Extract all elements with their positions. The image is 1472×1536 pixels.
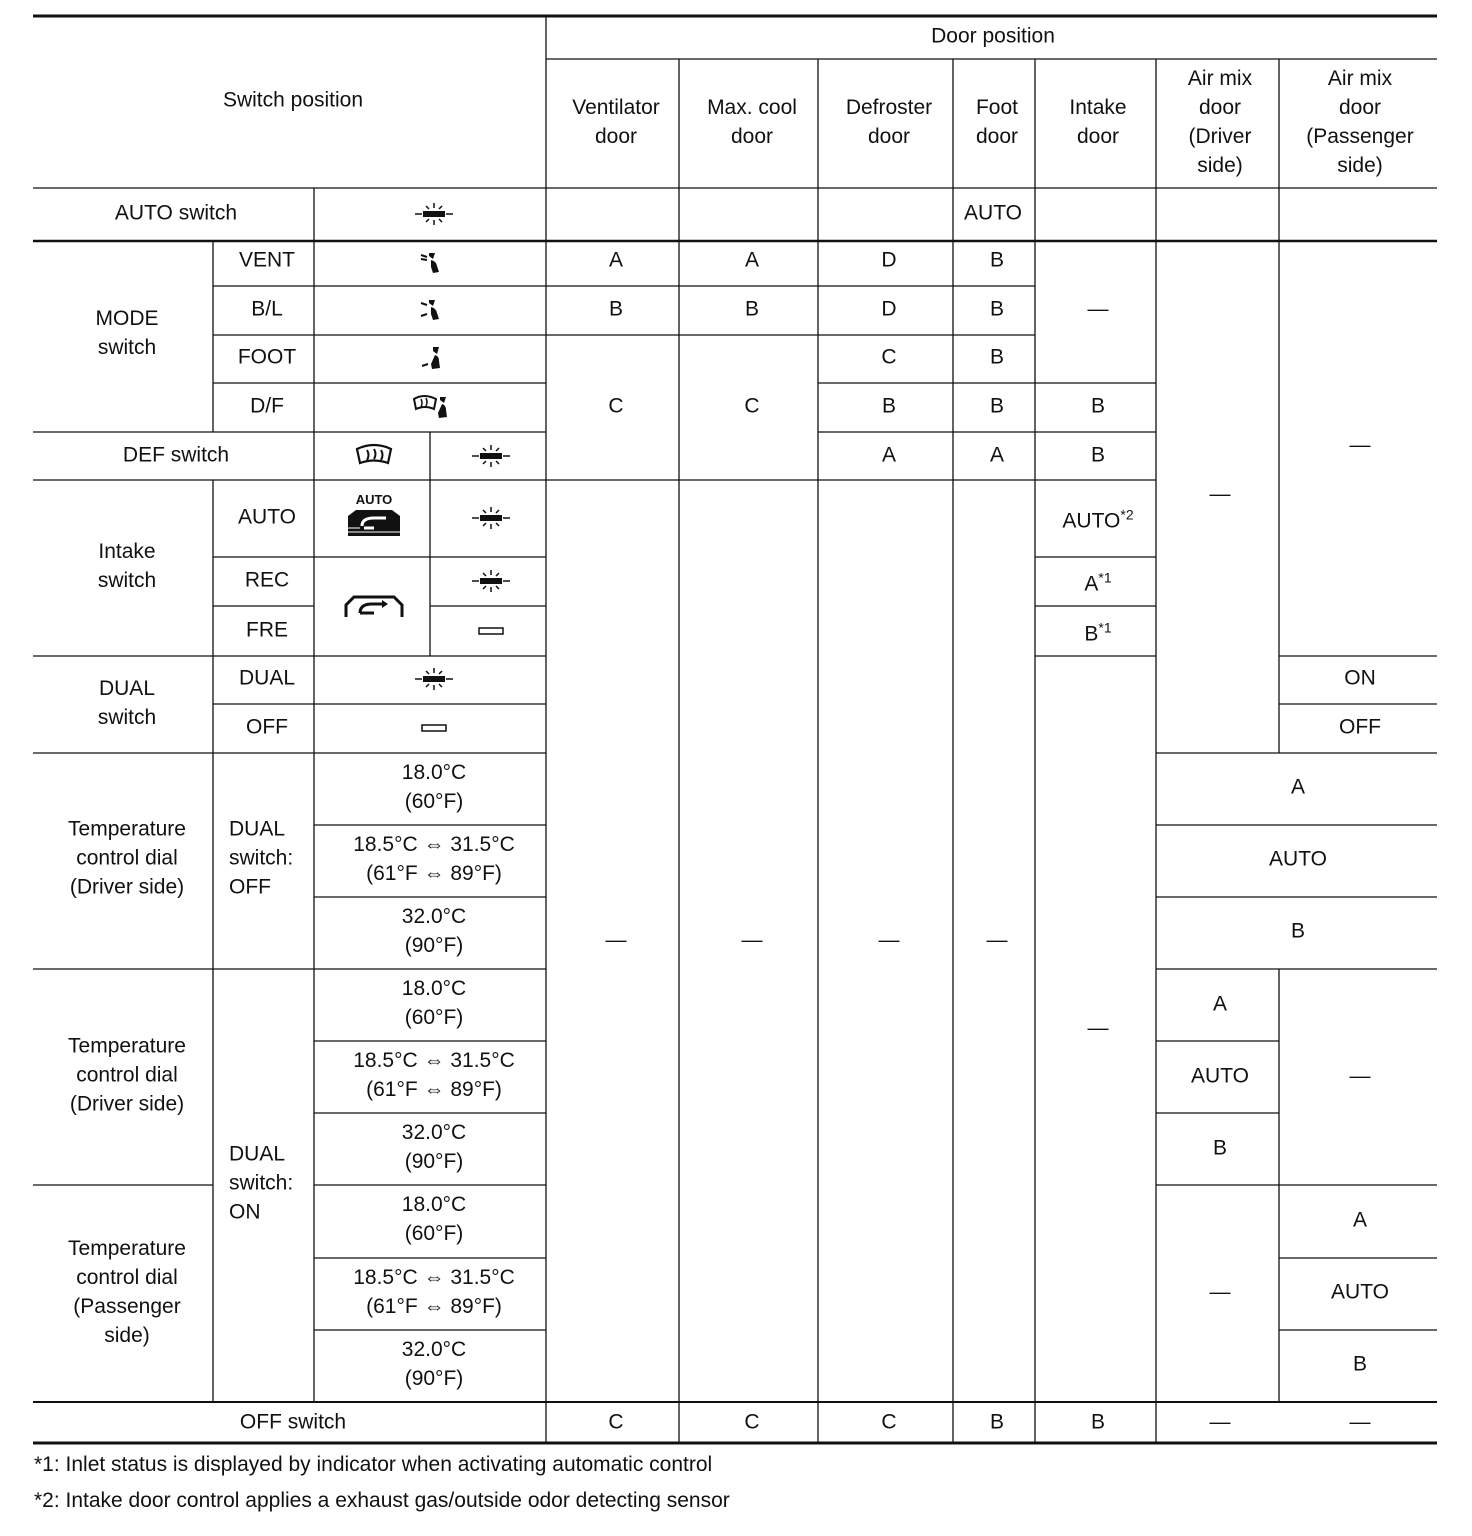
- temp-driver-on-32: 32.0°C (90°F): [401, 1121, 467, 1173]
- col-ventilator-door: Ventilator door: [572, 96, 660, 148]
- col-airmix-passenger: Air mix door (Passenger side): [1306, 67, 1414, 177]
- off-foot-value: B: [989, 1410, 1005, 1434]
- recirculation-icon: [342, 591, 406, 621]
- vent-foot-value: B: [989, 248, 1005, 272]
- intake-rec-value: $A^{*1}$: [1084, 569, 1112, 596]
- vent-mode-icon: [417, 247, 447, 275]
- temp-passenger-driver-dash: —: [1209, 1280, 1231, 1304]
- door-position-header: Door position: [931, 24, 1055, 48]
- temp-passenger-label: Temperature control dial (Passenger side): [68, 1237, 186, 1347]
- indicator-on-icon: [414, 667, 454, 691]
- col-foot-door: Foot door: [975, 96, 1019, 148]
- temp-driver-on-32-value: B: [1212, 1136, 1228, 1160]
- off-driver-value: —: [1209, 1410, 1231, 1434]
- col-max-cool-door: Max. cool door: [707, 96, 797, 148]
- intake-auto-value: AUTO$^{*2}$: [1062, 506, 1134, 533]
- vent-merged-value: C: [608, 394, 624, 418]
- mode-df-label: D/F: [250, 394, 284, 418]
- bilevel-mode-icon: [417, 296, 447, 324]
- indicator-off-icon: [477, 625, 505, 637]
- intake-fre-value: $B^{*1}$: [1084, 619, 1112, 646]
- def-intake-value: B: [1090, 443, 1106, 467]
- temp-driver-off-18: 18.0°C (60°F): [401, 761, 467, 813]
- temp-passenger-32-value: B: [1352, 1352, 1368, 1376]
- col-defroster-door: Defroster door: [845, 96, 933, 148]
- intake-switch-label: Intake switch: [97, 540, 157, 592]
- foot-mode-icon: [417, 344, 447, 372]
- switch-position-header: Switch position: [222, 88, 364, 112]
- col-airmix-driver: Air mix door (Driver side): [1187, 67, 1253, 177]
- off-maxcool-value: C: [744, 1410, 760, 1434]
- df-intake-value: B: [1090, 394, 1106, 418]
- off-intake-value: B: [1090, 1410, 1106, 1434]
- dual-dual-label: DUAL: [238, 666, 296, 690]
- auto-row-value: AUTO: [964, 201, 1022, 225]
- temp-passenger-18: 18.0°C (60°F): [401, 1193, 467, 1245]
- intake-fre-label: FRE: [246, 618, 288, 642]
- dual-switch-label: DUAL switch: [97, 677, 157, 729]
- bl-defrost-value: D: [881, 297, 897, 321]
- temp-passenger-18-value: A: [1352, 1208, 1368, 1232]
- dual-on-passenger-value: ON: [1344, 666, 1376, 690]
- bl-maxcool-value: B: [744, 297, 760, 321]
- temp-driver-off-32-value: B: [1290, 919, 1306, 943]
- col-intake-door: Intake door: [1069, 96, 1127, 148]
- footnote-1: *1: Inlet status is displayed by indicator when activating automatic control: [34, 1453, 713, 1476]
- auto-intake-icon-text: AUTO: [355, 492, 393, 507]
- vent-lower-dash: —: [605, 928, 627, 952]
- vent-vent-value: A: [608, 248, 624, 272]
- def-switch-label: DEF switch: [122, 443, 230, 467]
- temp-driver-off-18-value: A: [1290, 775, 1306, 799]
- def-defrost-value: A: [881, 443, 897, 467]
- def-foot-value: A: [989, 443, 1005, 467]
- indicator-on-icon: [471, 569, 511, 593]
- indicator-off-icon: [420, 722, 448, 734]
- temp-driver-off-range-value: AUTO: [1269, 847, 1327, 871]
- temp-driver-on-18: 18.0°C (60°F): [401, 977, 467, 1029]
- off-defrost-value: C: [881, 1410, 897, 1434]
- temp-passenger-range-value: AUTO: [1331, 1280, 1389, 1304]
- vent-defrost-value: D: [881, 248, 897, 272]
- df-foot-value: B: [989, 394, 1005, 418]
- temp-driver-off-32: 32.0°C (90°F): [401, 905, 467, 957]
- defroster-icon: [354, 443, 394, 469]
- bl-vent-value: B: [608, 297, 624, 321]
- temp-driver-on-label: Temperature control dial (Driver side): [68, 1034, 186, 1116]
- bl-foot-value: B: [989, 297, 1005, 321]
- defrost-foot-mode-icon: [412, 393, 452, 421]
- off-switch-label: OFF switch: [239, 1410, 347, 1434]
- maxcool-merged-value: C: [744, 394, 760, 418]
- indicator-on-icon: [414, 202, 454, 226]
- dual-off-state-label: DUAL switch: OFF: [229, 817, 294, 899]
- mode-vent-label: VENT: [238, 248, 296, 272]
- intake-auto-label: AUTO: [238, 505, 296, 529]
- mode-foot-label: FOOT: [237, 345, 297, 369]
- footnote-2: *2: Intake door control applies a exhaust gas/outside odor detecting sensor: [34, 1489, 730, 1512]
- temp-driver-on-passenger-dash: —: [1349, 1064, 1371, 1088]
- maxcool-lower-dash: —: [741, 928, 763, 952]
- intake-rec-label: REC: [244, 568, 290, 592]
- foot-defrost-value: C: [881, 345, 897, 369]
- passenger-airmix-upper-dash: —: [1349, 433, 1371, 457]
- dual-on-state-label: DUAL switch: ON: [229, 1142, 294, 1224]
- vent-maxcool-value: A: [744, 248, 760, 272]
- mode-switch-label: MODE switch: [95, 307, 159, 359]
- dual-off-label: OFF: [246, 715, 288, 739]
- df-defrost-value: B: [881, 394, 897, 418]
- intake-lower-dash: —: [1087, 1016, 1109, 1040]
- foot-lower-dash: —: [986, 928, 1008, 952]
- off-passenger-value: —: [1349, 1410, 1371, 1434]
- temp-passenger-range: 18.5°C ⇔ 31.5°C (61°F ⇔ 89°F): [353, 1266, 515, 1318]
- temp-driver-off-range: 18.5°C ⇔ 31.5°C (61°F ⇔ 89°F): [353, 833, 515, 885]
- mode-intake-merged: —: [1087, 297, 1109, 321]
- foot-foot-value: B: [989, 345, 1005, 369]
- dual-off-passenger-value: OFF: [1339, 715, 1381, 739]
- temp-passenger-32: 32.0°C (90°F): [401, 1338, 467, 1390]
- temp-driver-on-range-value: AUTO: [1191, 1064, 1249, 1088]
- mode-bl-label: B/L: [251, 297, 283, 321]
- driver-airmix-upper-dash: —: [1209, 482, 1231, 506]
- temp-driver-off-label: Temperature control dial (Driver side): [68, 817, 186, 899]
- indicator-on-icon: [471, 506, 511, 530]
- auto-intake-icon: [342, 492, 406, 546]
- off-vent-value: C: [608, 1410, 624, 1434]
- temp-driver-on-range: 18.5°C ⇔ 31.5°C (61°F ⇔ 89°F): [353, 1049, 515, 1101]
- auto-switch-label: AUTO switch: [114, 201, 238, 225]
- defrost-lower-dash: —: [878, 928, 900, 952]
- indicator-on-icon: [471, 444, 511, 468]
- temp-driver-on-18-value: A: [1212, 992, 1228, 1016]
